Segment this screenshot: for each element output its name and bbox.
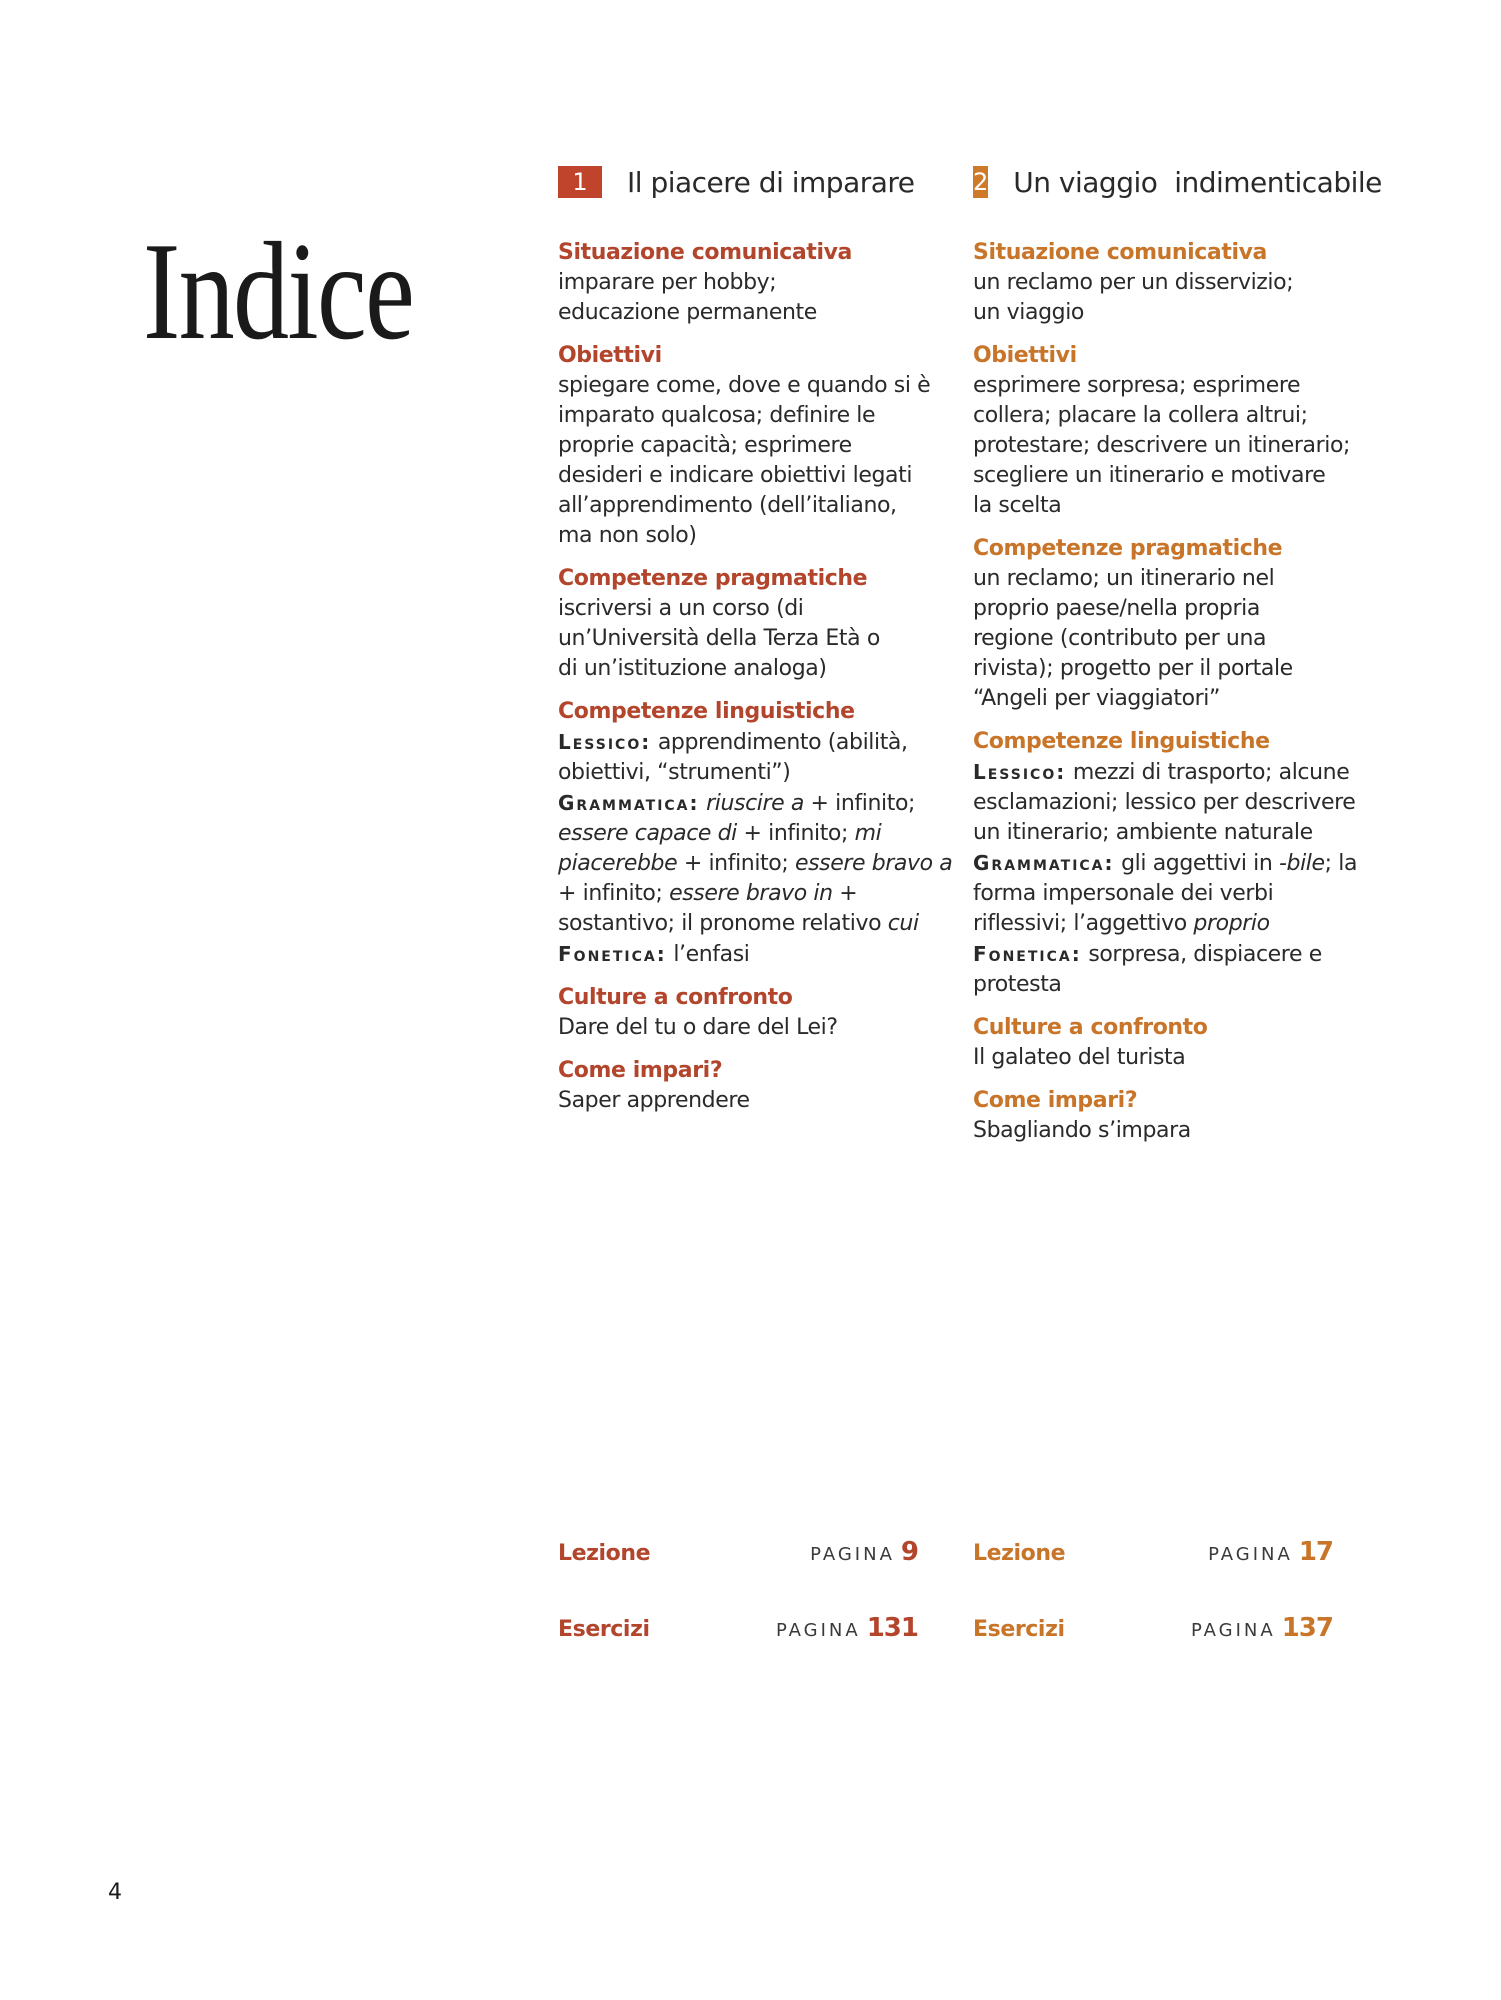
section-title: Situazione comunicativa (558, 240, 852, 265)
page-number: 17 (1298, 1537, 1333, 1567)
pagina-label: PAGINA (810, 1544, 895, 1565)
grammar-item: proprio (1193, 911, 1270, 936)
section-title: Competenze pragmatiche (558, 566, 868, 591)
lezione-label: Lezione (973, 1541, 1066, 1566)
page-ref (810, 1537, 918, 1567)
grammar-item: + infinito; (683, 851, 789, 876)
section-come-impari (973, 1086, 1373, 1146)
section-culture (973, 1013, 1373, 1073)
section-body: imparare per hobby; educazione permanente (558, 270, 817, 325)
lessico-text: apprendimento (abilità, obiettivi, “strumenti”) (558, 730, 908, 785)
grammar-item: gli aggettivi in (1121, 851, 1273, 876)
page-number: 9 (900, 1537, 918, 1567)
section-title: Competenze linguistiche (558, 699, 855, 724)
grammar-item: + infinito; (558, 881, 663, 906)
section-title: Culture a confronto (558, 985, 793, 1010)
pagina-label: PAGINA (775, 1620, 861, 1641)
section-title: Competenze linguistiche (973, 729, 1270, 754)
grammar-item: riuscire a (706, 791, 804, 816)
unit-header (558, 160, 958, 204)
section-pragmatiche (973, 534, 1373, 714)
lessico-text: mezzi di trasporto; alcune esclamazioni; lessico per descrivere un itinerario; ambiente naturale (973, 760, 1356, 845)
grammar-item: ; la forma impersonale dei verbi riflessivi; l’aggettivo (973, 851, 1358, 936)
section-body: un reclamo; un itinerario nel proprio paese/nella propria regione (contributo per una rivista); progetto per il portale “Angeli per viaggiatori” (973, 566, 1293, 711)
section-linguistiche (558, 697, 958, 970)
page-number: 131 (866, 1613, 918, 1643)
section-body (558, 727, 958, 970)
section-body: iscriversi a un corso (di un’Università della Terza Età o di un’istituzione analoga) (558, 596, 880, 681)
grammar-item: + infinito; (743, 821, 848, 846)
section-body: Dare del tu o dare del Lei? (558, 1015, 838, 1040)
section-obiettivi (973, 341, 1373, 521)
section-linguistiche (973, 727, 1373, 1000)
grammatica-label: Grammatica: (558, 791, 700, 815)
page-ref (1191, 1613, 1333, 1643)
section-body: Saper apprendere (558, 1088, 750, 1113)
section-pragmatiche (558, 564, 958, 684)
unit-number-badge: 2 (973, 168, 989, 196)
section-title: Culture a confronto (973, 1015, 1208, 1040)
fonetica-label: Fonetica: (973, 942, 1082, 966)
section-title: Obiettivi (558, 343, 662, 368)
grammar-item: + sostantivo; il pronome relativo (558, 881, 882, 936)
pagina-label: PAGINA (1208, 1544, 1293, 1565)
section-culture (558, 983, 958, 1043)
page-ref (776, 1613, 918, 1643)
grammar-item: mi piacerebbe (558, 821, 882, 876)
section-situazione (558, 238, 958, 328)
unit-number-badge: 1 (558, 166, 602, 198)
lezione-ref-2[interactable] (973, 1537, 1333, 1567)
section-title: Come impari? (973, 1088, 1138, 1113)
unit-column-2 (973, 160, 1382, 1159)
lessico-label: Lessico: (558, 730, 652, 754)
grammar-item: + infinito; (810, 791, 916, 816)
lezione-ref-1[interactable] (558, 1537, 918, 1567)
section-body: esprimere sorpresa; esprimere collera; placare la collera altrui; protestare; descrivere un itinerario; scegliere un itinerario e motivare la scelta (973, 373, 1351, 518)
grammar-item: cui (887, 911, 919, 936)
section-body: un reclamo per un disservizio; un viaggio (973, 270, 1294, 325)
esercizi-ref-1[interactable] (558, 1613, 918, 1643)
grammatica-label: Grammatica: (973, 851, 1115, 875)
pagina-label: PAGINA (1190, 1620, 1276, 1641)
page-number-footer: 4 (108, 1880, 122, 1905)
esercizi-label: Esercizi (973, 1617, 1065, 1642)
grammar-item: essere bravo a (794, 851, 953, 876)
section-body: Il galateo del turista (973, 1045, 1186, 1070)
section-come-impari (558, 1056, 958, 1116)
page-number: 137 (1281, 1613, 1333, 1643)
unit-header (973, 160, 1382, 204)
lezione-label: Lezione (558, 1541, 651, 1566)
esercizi-label: Esercizi (558, 1617, 650, 1642)
section-title: Situazione comunicativa (973, 240, 1267, 265)
unit-column-1 (558, 160, 958, 1129)
page-title: Indice (143, 214, 414, 369)
section-title: Come impari? (558, 1058, 723, 1083)
section-obiettivi (558, 341, 958, 551)
section-title: Obiettivi (973, 343, 1077, 368)
esercizi-ref-2[interactable] (973, 1613, 1333, 1643)
page-ref (1208, 1537, 1333, 1567)
unit-title: Il piacere di imparare (627, 165, 915, 199)
lessico-label: Lessico: (973, 760, 1067, 784)
fonetica-text: l’enfasi (673, 942, 750, 967)
fonetica-label: Fonetica: (558, 942, 667, 966)
grammar-item: essere bravo in (669, 881, 833, 906)
unit-title: Un viaggio indimenticabile (1013, 165, 1382, 199)
section-body: Sbagliando s’impara (973, 1118, 1191, 1143)
grammar-item: -bile (1278, 851, 1325, 876)
section-body: spiegare come, dove e quando si è imparato qualcosa; definire le proprie capacità; esprimere desideri e indicare obiettivi legati all’apprendimento (dell’italiano, ma non solo) (558, 373, 931, 548)
fonetica-text: sorpresa, dispiacere e protesta (973, 942, 1322, 997)
grammar-item: essere capace di (558, 821, 737, 846)
section-title: Competenze pragmatiche (973, 536, 1283, 561)
section-body (973, 757, 1373, 1000)
section-situazione (973, 238, 1373, 328)
